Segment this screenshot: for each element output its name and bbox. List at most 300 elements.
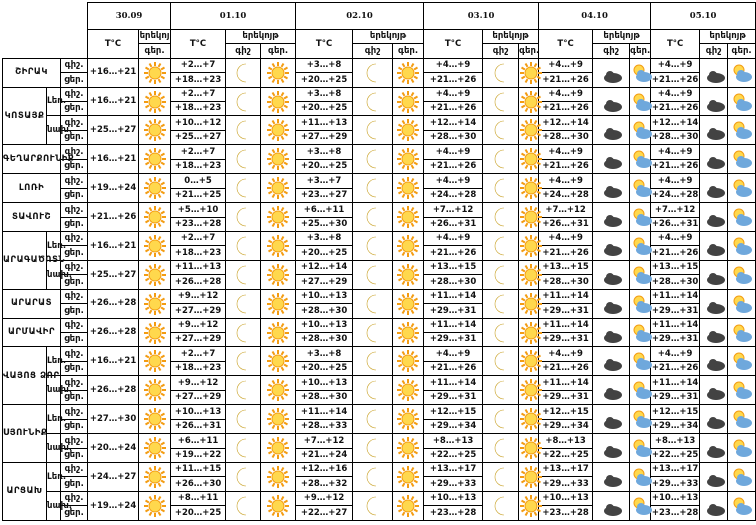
moon-icon <box>226 203 261 232</box>
moon-with-cloud-icon <box>593 145 630 174</box>
moon-with-cloud-icon <box>700 260 728 289</box>
night-temp: +4…+9 <box>651 87 700 101</box>
moon-icon <box>226 462 261 491</box>
night-temp: +4…+9 <box>651 174 700 188</box>
day-temp: +27…+29 <box>171 333 226 347</box>
sun-behind-cloud-icon <box>630 318 651 347</box>
night-temp: +4…+9 <box>651 231 700 245</box>
day-temp: +23…+28 <box>539 506 593 521</box>
sun-behind-cloud-icon <box>728 58 756 87</box>
sun-behind-cloud-icon <box>630 174 651 203</box>
region-name: ՇԻՐԱԿ <box>3 58 61 87</box>
moon-icon <box>483 491 519 520</box>
day-temp: +21…+26 <box>424 102 483 116</box>
sun-icon <box>519 58 539 87</box>
sun-behind-cloud-icon <box>630 58 651 87</box>
sun-behind-cloud-icon <box>630 347 651 376</box>
date-header: 01.10 <box>171 3 296 30</box>
sun-icon <box>261 376 296 405</box>
sub-zone-label: նախ. <box>47 116 61 145</box>
night-label: գիշ. <box>61 289 88 303</box>
sun-icon <box>139 231 171 260</box>
night-header: գիշ <box>593 44 630 58</box>
day-label: ցեր. <box>61 448 88 462</box>
sun-behind-cloud-icon <box>728 318 756 347</box>
sun-behind-cloud-icon <box>630 405 651 434</box>
night-label: գիշ. <box>61 174 88 188</box>
day-header: գեր. <box>261 44 296 58</box>
moon-with-cloud-icon <box>593 231 630 260</box>
moon-icon <box>483 145 519 174</box>
sub-zone-label: Լեռ. <box>47 231 61 260</box>
day-temp: +28…+30 <box>424 130 483 144</box>
moon-with-cloud-icon <box>700 174 728 203</box>
forecast-table <box>2 2 756 521</box>
temp-range: +16…+21 <box>88 145 139 174</box>
day-label: ցեր. <box>61 361 88 375</box>
sun-icon <box>393 116 424 145</box>
day-temp: +23…+28 <box>424 506 483 521</box>
day-temp: +29…+33 <box>424 477 483 491</box>
night-label: գիշ. <box>61 87 88 101</box>
day-temp: +18…+23 <box>171 159 226 173</box>
sun-icon <box>393 58 424 87</box>
sun-icon <box>393 347 424 376</box>
sun-icon <box>261 462 296 491</box>
sun-icon <box>393 260 424 289</box>
moon-icon <box>353 203 393 232</box>
temp-range: +26…+28 <box>88 376 139 405</box>
moon-with-cloud-icon <box>593 87 630 116</box>
sun-behind-cloud-icon <box>728 231 756 260</box>
night-temp: +13…+15 <box>539 260 593 274</box>
sub-zone-label: Լեռ. <box>47 347 61 376</box>
day-temp: +18…+23 <box>171 73 226 87</box>
day-header: գեր. <box>728 44 756 58</box>
sun-behind-cloud-icon <box>728 116 756 145</box>
sun-icon <box>139 87 171 116</box>
sun-icon <box>261 289 296 318</box>
night-temp: 0…+5 <box>171 174 226 188</box>
sun-behind-cloud-icon <box>630 491 651 520</box>
moon-icon <box>226 289 261 318</box>
day-label: ցեր. <box>61 246 88 260</box>
moon-icon <box>483 203 519 232</box>
sun-behind-cloud-icon <box>630 462 651 491</box>
night-label: գիշ. <box>61 491 88 505</box>
temp-range: +26…+28 <box>88 318 139 347</box>
night-temp: +11…+15 <box>171 462 226 476</box>
moon-icon <box>226 174 261 203</box>
moon-icon <box>483 347 519 376</box>
day-temp: +23…+28 <box>171 217 226 231</box>
night-temp: +4…+9 <box>539 87 593 101</box>
night-temp: +13…+17 <box>539 462 593 476</box>
night-temp: +11…+14 <box>424 289 483 303</box>
sun-icon <box>519 203 539 232</box>
day-temp: +21…+26 <box>651 159 700 173</box>
moon-icon <box>226 376 261 405</box>
moon-icon <box>483 116 519 145</box>
sun-icon <box>519 116 539 145</box>
night-temp: +12…+15 <box>424 405 483 419</box>
night-temp: +2…+7 <box>171 231 226 245</box>
evening-header: երեկոյթ <box>593 29 651 43</box>
sun-icon <box>261 58 296 87</box>
day-label: ցեր. <box>61 477 88 491</box>
sun-icon <box>261 434 296 463</box>
day-temp: +25…+30 <box>296 217 353 231</box>
day-temp: +20…+25 <box>296 159 353 173</box>
night-temp: +10…+13 <box>424 491 483 505</box>
day-temp: +21…+24 <box>296 448 353 462</box>
temp-header: T°C <box>539 29 593 58</box>
night-temp: +11…+14 <box>651 289 700 303</box>
sun-icon <box>139 491 171 520</box>
night-label: գիշ. <box>61 58 88 72</box>
sun-icon <box>139 174 171 203</box>
moon-with-cloud-icon <box>700 491 728 520</box>
sun-behind-cloud-icon <box>630 289 651 318</box>
day-temp: +28…+30 <box>539 130 593 144</box>
moon-with-cloud-icon <box>593 491 630 520</box>
region-name: ՏԱՎՈՒՇ <box>3 203 61 232</box>
sun-icon <box>519 260 539 289</box>
night-temp: +8…+13 <box>424 434 483 448</box>
sun-icon <box>519 174 539 203</box>
sun-icon <box>519 289 539 318</box>
night-temp: +11…+13 <box>171 260 226 274</box>
night-temp: +6…+11 <box>296 203 353 217</box>
temp-header: T°C <box>88 29 139 58</box>
night-temp: +4…+9 <box>539 145 593 159</box>
sun-behind-cloud-icon <box>630 87 651 116</box>
region-name: ԱՐԱԳԱԾՈՏՆ <box>3 231 47 289</box>
moon-icon <box>483 58 519 87</box>
night-temp: +11…+14 <box>424 318 483 332</box>
night-temp: +12…+15 <box>539 405 593 419</box>
day-temp: +26…+31 <box>171 419 226 433</box>
temp-header: T°C <box>651 29 700 58</box>
night-temp: +11…+14 <box>539 376 593 390</box>
sun-icon <box>519 434 539 463</box>
sub-zone-label: նախ. <box>47 491 61 520</box>
night-temp: +5…+10 <box>171 203 226 217</box>
day-temp: +21…+26 <box>539 159 593 173</box>
sun-behind-cloud-icon <box>630 231 651 260</box>
sun-icon <box>139 116 171 145</box>
moon-with-cloud-icon <box>593 347 630 376</box>
day-temp: +29…+31 <box>539 390 593 404</box>
sun-icon <box>393 405 424 434</box>
day-temp: +26…+31 <box>539 217 593 231</box>
date-header: 03.10 <box>424 3 539 30</box>
sun-icon <box>139 405 171 434</box>
day-temp: +18…+23 <box>171 246 226 260</box>
day-temp: +29…+34 <box>651 419 700 433</box>
moon-icon <box>353 491 393 520</box>
day-temp: +29…+33 <box>539 477 593 491</box>
sun-icon <box>519 347 539 376</box>
moon-icon <box>353 289 393 318</box>
night-label: գիշ. <box>61 462 88 476</box>
sun-icon <box>519 231 539 260</box>
day-temp: +29…+34 <box>539 419 593 433</box>
sun-icon <box>139 260 171 289</box>
night-temp: +7…+12 <box>296 434 353 448</box>
moon-with-cloud-icon <box>593 116 630 145</box>
sun-icon <box>261 347 296 376</box>
night-temp: +12…+14 <box>539 116 593 130</box>
sun-icon <box>393 289 424 318</box>
corner <box>3 29 88 58</box>
sun-icon <box>393 462 424 491</box>
night-temp: +4…+9 <box>651 145 700 159</box>
moon-with-cloud-icon <box>700 347 728 376</box>
sun-behind-cloud-icon <box>728 289 756 318</box>
moon-icon <box>226 87 261 116</box>
night-label: գիշ. <box>61 376 88 390</box>
moon-icon <box>483 289 519 318</box>
day-temp: +29…+31 <box>651 333 700 347</box>
moon-with-cloud-icon <box>700 58 728 87</box>
night-temp: +12…+14 <box>296 260 353 274</box>
day-temp: +29…+31 <box>424 304 483 318</box>
night-label: գիշ. <box>61 260 88 274</box>
region-name: ԳԵՂԱՐՔՈՒՆԻՔ <box>3 145 61 174</box>
night-temp: +12…+14 <box>651 116 700 130</box>
temp-header: T°C <box>171 29 226 58</box>
day-temp: +29…+31 <box>539 304 593 318</box>
moon-icon <box>353 58 393 87</box>
date-header: 30.09 <box>88 3 171 30</box>
day-temp: +21…+26 <box>539 102 593 116</box>
night-temp: +8…+13 <box>651 434 700 448</box>
sun-icon <box>139 434 171 463</box>
night-temp: +12…+16 <box>296 462 353 476</box>
temp-range: +16…+21 <box>88 347 139 376</box>
moon-with-cloud-icon <box>593 376 630 405</box>
night-label: գիշ. <box>61 347 88 361</box>
moon-icon <box>353 462 393 491</box>
night-temp: +10…+13 <box>296 289 353 303</box>
moon-icon <box>353 231 393 260</box>
sun-icon <box>139 203 171 232</box>
moon-with-cloud-icon <box>700 203 728 232</box>
day-temp: +26…+31 <box>424 217 483 231</box>
moon-with-cloud-icon <box>700 405 728 434</box>
night-header: գիշ <box>226 44 261 58</box>
sun-behind-cloud-icon <box>728 203 756 232</box>
day-temp: +21…+26 <box>651 73 700 87</box>
sun-icon <box>139 347 171 376</box>
moon-icon <box>483 405 519 434</box>
evening-header: երեկոյթ <box>700 29 756 43</box>
night-temp: +2…+7 <box>171 87 226 101</box>
sun-icon <box>393 87 424 116</box>
day-header: երեկոյ <box>139 29 171 43</box>
region-name: ԱՐՄԱՎԻՐ <box>3 318 61 347</box>
day-temp: +19…+22 <box>171 448 226 462</box>
day-temp: +29…+34 <box>424 419 483 433</box>
day-label: ցեր. <box>61 333 88 347</box>
moon-with-cloud-icon <box>700 318 728 347</box>
moon-icon <box>226 116 261 145</box>
moon-icon <box>483 434 519 463</box>
moon-with-cloud-icon <box>700 145 728 174</box>
sub-zone-label: Լեռ. <box>47 405 61 434</box>
day-temp: +23…+27 <box>296 188 353 202</box>
moon-with-cloud-icon <box>593 203 630 232</box>
night-temp: +13…+15 <box>651 260 700 274</box>
night-temp: +7…+12 <box>539 203 593 217</box>
day-header: գեր. <box>630 44 651 58</box>
day-temp: +18…+23 <box>171 361 226 375</box>
temp-range: +27…+30 <box>88 405 139 434</box>
moon-with-cloud-icon <box>593 318 630 347</box>
day-label: ցեր. <box>61 188 88 202</box>
sub-zone-label: նախ. <box>47 434 61 463</box>
moon-with-cloud-icon <box>700 231 728 260</box>
moon-icon <box>353 87 393 116</box>
night-temp: +4…+9 <box>424 347 483 361</box>
moon-icon <box>353 145 393 174</box>
moon-icon <box>483 87 519 116</box>
sun-icon <box>139 145 171 174</box>
temp-range: +20…+24 <box>88 434 139 463</box>
day-temp: +21…+26 <box>539 73 593 87</box>
day-temp: +24…+28 <box>651 188 700 202</box>
moon-with-cloud-icon <box>593 174 630 203</box>
sun-icon <box>139 376 171 405</box>
moon-with-cloud-icon <box>700 434 728 463</box>
day-temp: +20…+25 <box>296 102 353 116</box>
day-temp: +22…+25 <box>651 448 700 462</box>
night-label: գիշ. <box>61 318 88 332</box>
day-temp: +28…+30 <box>651 275 700 289</box>
sun-icon <box>261 174 296 203</box>
night-header: գիշ <box>353 44 393 58</box>
night-label: գիշ. <box>61 405 88 419</box>
night-label: գիշ. <box>61 231 88 245</box>
sun-behind-cloud-icon <box>728 174 756 203</box>
night-temp: +9…+12 <box>171 376 226 390</box>
moon-icon <box>226 145 261 174</box>
sun-behind-cloud-icon <box>728 260 756 289</box>
night-temp: +11…+14 <box>651 318 700 332</box>
day-temp: +27…+29 <box>296 275 353 289</box>
night-temp: +3…+8 <box>296 87 353 101</box>
day-header: գեր. <box>519 44 539 58</box>
moon-icon <box>226 491 261 520</box>
night-temp: +9…+12 <box>296 491 353 505</box>
night-temp: +11…+13 <box>296 116 353 130</box>
night-label: գիշ. <box>61 145 88 159</box>
temp-header: T°C <box>296 29 353 58</box>
day-temp: +29…+31 <box>651 390 700 404</box>
sun-icon <box>519 376 539 405</box>
temp-range: +19…+24 <box>88 491 139 520</box>
moon-icon <box>353 405 393 434</box>
day-temp: +26…+30 <box>171 477 226 491</box>
day-temp: +24…+28 <box>424 188 483 202</box>
moon-icon <box>353 347 393 376</box>
moon-icon <box>226 58 261 87</box>
sun-behind-cloud-icon <box>728 462 756 491</box>
night-temp: +8…+13 <box>539 434 593 448</box>
evening-header: երեկոյթ <box>226 29 296 43</box>
day-temp: +28…+30 <box>296 304 353 318</box>
night-temp: +13…+15 <box>424 260 483 274</box>
moon-icon <box>353 116 393 145</box>
night-temp: +9…+12 <box>171 318 226 332</box>
sun-icon <box>393 145 424 174</box>
night-temp: +3…+8 <box>296 58 353 72</box>
region-name: ԱՐՑԱԽ <box>3 462 47 520</box>
temp-range: +16…+21 <box>88 87 139 116</box>
sun-icon <box>261 405 296 434</box>
sun-icon <box>393 376 424 405</box>
day-temp: +28…+32 <box>296 477 353 491</box>
moon-with-cloud-icon <box>700 376 728 405</box>
sun-icon <box>261 87 296 116</box>
sun-icon <box>519 491 539 520</box>
night-temp: +4…+9 <box>424 145 483 159</box>
day-label: ցեր. <box>61 217 88 231</box>
moon-icon <box>353 376 393 405</box>
sun-icon <box>393 174 424 203</box>
sun-behind-cloud-icon <box>728 376 756 405</box>
night-temp: +13…+17 <box>424 462 483 476</box>
temp-header: T°C <box>424 29 483 58</box>
day-temp: +22…+25 <box>539 448 593 462</box>
night-temp: +11…+14 <box>296 405 353 419</box>
day-temp: +28…+30 <box>296 333 353 347</box>
day-label: ցեր. <box>61 275 88 289</box>
sun-icon <box>261 231 296 260</box>
sun-icon <box>139 58 171 87</box>
day-label: ցեր. <box>61 304 88 318</box>
sun-behind-cloud-icon <box>630 145 651 174</box>
day-temp: +28…+30 <box>296 390 353 404</box>
moon-icon <box>226 260 261 289</box>
night-temp: +11…+14 <box>539 318 593 332</box>
temp-range: +19…+24 <box>88 174 139 203</box>
day-temp: +26…+31 <box>651 217 700 231</box>
moon-icon <box>483 376 519 405</box>
day-temp: +21…+26 <box>651 361 700 375</box>
day-temp: +22…+25 <box>424 448 483 462</box>
night-temp: +10…+13 <box>296 376 353 390</box>
day-temp: +29…+31 <box>424 390 483 404</box>
night-temp: +4…+9 <box>651 347 700 361</box>
temp-range: +25…+27 <box>88 260 139 289</box>
night-temp: +7…+12 <box>424 203 483 217</box>
day-temp: +21…+26 <box>651 102 700 116</box>
moon-with-cloud-icon <box>700 462 728 491</box>
sun-behind-cloud-icon <box>630 260 651 289</box>
sun-icon <box>393 491 424 520</box>
day-temp: +21…+26 <box>424 361 483 375</box>
day-label: ցեր. <box>61 159 88 173</box>
day-temp: +23…+28 <box>651 506 700 521</box>
night-temp: +11…+14 <box>651 376 700 390</box>
moon-icon <box>226 318 261 347</box>
sun-icon <box>261 491 296 520</box>
day-label: ցեր. <box>61 102 88 116</box>
moon-icon <box>353 318 393 347</box>
sun-icon <box>393 231 424 260</box>
